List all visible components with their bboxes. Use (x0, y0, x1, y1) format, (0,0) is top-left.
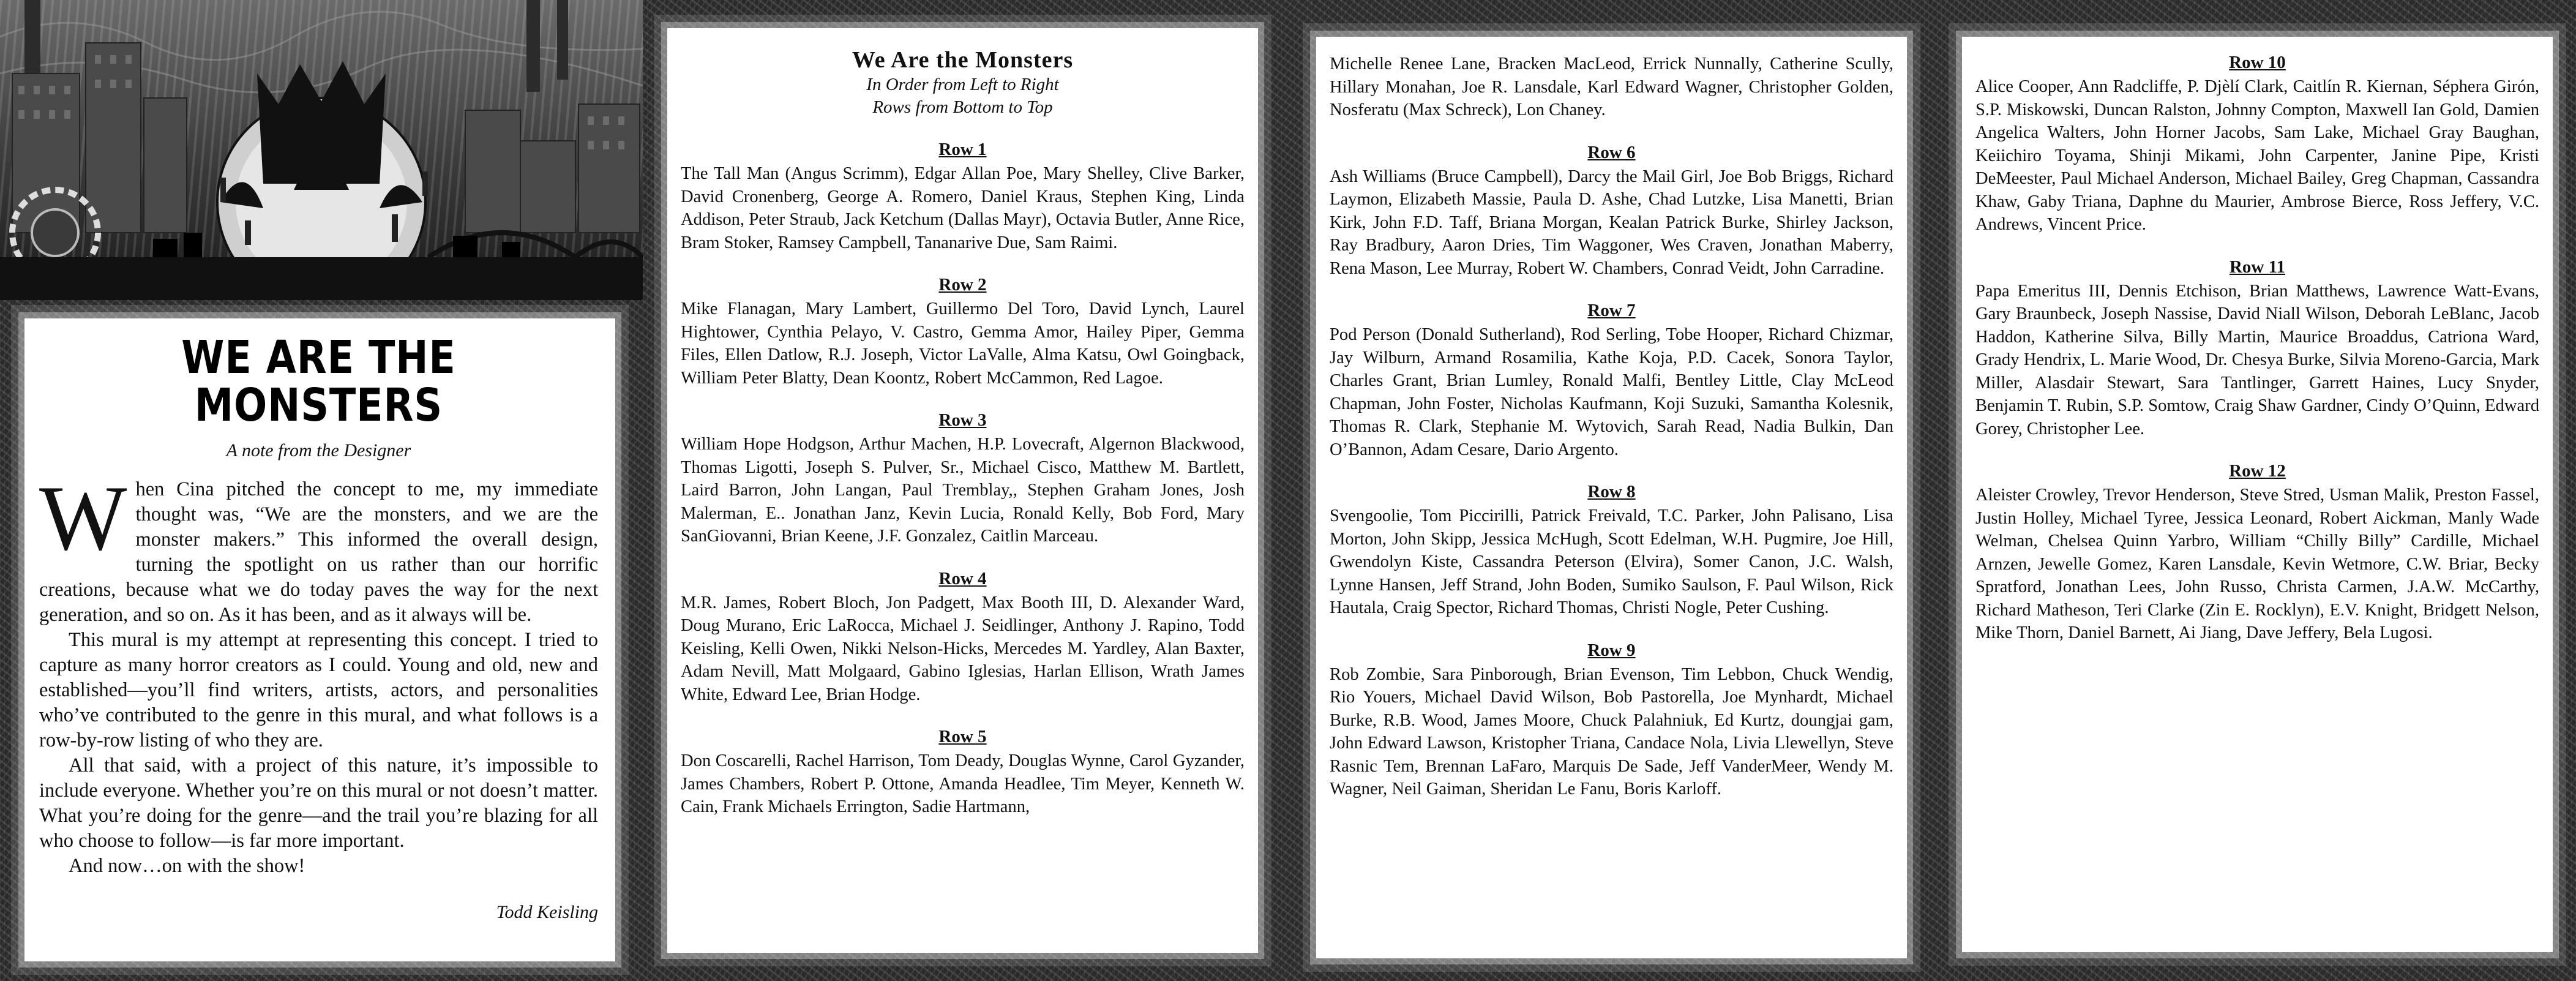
row-heading: Row 3 (938, 410, 987, 430)
row-names: Ash Williams (Bruce Campbell), Darcy the Mail Girl, Joe Bob Briggs, Richard Laymon, Elizabeth Massie, Paula D. Ashe, Chad Lutzke, Lisa Manetti, Brian Kirk, John F.D. Taff, Briana Morgan, Kealan Patrick Burke, Shirley Jackson, Ray Bradbury, Aaron Dries, Tim Waggoner, Wes Craven, Jonathan Maberry, Rena Mason, Lee Murray, Robert W. Chambers, Conrad Veidt, John Carradine. (1330, 167, 1893, 278)
row-section (1330, 143, 1893, 280)
roster-column-1 (667, 28, 1258, 953)
designer-note-panel (24, 318, 615, 961)
note-subtitle: A note from the Designer (226, 440, 411, 461)
note-title: WE ARE THE MONSTERS (181, 331, 456, 432)
row-names: Alice Cooper, Ann Radcliffe, P. Djèlí Clark, Caitlín R. Kiernan, Séphera Girón, S.P. Miskowski, Duncan Ralston, Johnny Compton, Maxwell Ian Gold, Damien Angelica Walters, John Horner Jacobs, Sam Lake, Michael Gray Baughan, Keiichiro Toyama, Shinji Mikami, John Carpenter, Janine Pipe, Kristi DeMeester, Paul Michael Anderson, Michael Bailey, Greg Chapman, Cassandra Khaw, Gaby Triana, Daphne du Maurier, Ambrose Bierce, Ross Jeffery, V.C. Andrews, Vincent Price. (1975, 77, 2539, 234)
note-paragraph-1 (39, 467, 598, 628)
note-paragraph-2: This mural is my attempt at representing this concept. I tried to capture as many horror creators as I could. Young and old, new and established—you’ll find writers, artists, actors, and personalities who’ve contributed to the genre in this mural, and what follows is a row-by-row listing of who they are. (39, 629, 598, 752)
row-section (1975, 257, 2539, 441)
row-names: M.R. James, Robert Bloch, Jon Padgett, Max Booth III, D. Alexander Ward, Doug Murano, Eric LaRocca, Michael J. Seidlinger, Anthony J. Rapino, Todd Keisling, Kelli Owen, Nikki Nelson-Hicks, Mercedes M. Yardley, Alan Baxter, Adam Nevill, Matt Molgaard, Gabino Iglesias, Harlan Ellison, Wrath James White, Edward Lee, Brian Hodge. (681, 593, 1245, 704)
row-section (1330, 482, 1893, 620)
row-names: William Hope Hodgson, Arthur Machen, H.P. Lovecraft, Algernon Blackwood, Thomas Ligotti, Joseph S. Pulver, Sr., Michael Cisco, Matthew M. Bartlett, Laird Barron, John Langan, Paul Tremblay,, Stephen Graham Jones, Josh Malerman, E.. Jonathan Janz, Kevin Lucia, Ronald Kelly, Bob Ford, Mary SanGiovanni, Brian Keene, J.F. Gonzalez, Caitlin Marceau. (681, 435, 1245, 546)
row-section (1330, 301, 1893, 461)
row-names: Aleister Crowley, Trevor Henderson, Steve Stred, Usman Malik, Preston Fassel, Justin Holley, Michael Tyree, Jessica Leonard, Robert Aickman, Manly Wade Welman, Chelsea Quinn Yarbro, William “Chilly Billy” Cardille, Michael Arnzen, Jewelle Gomez, Karen Lansdale, Kevin Wetmore, C.W. Briar, Becky Spratford, Jonathan Lees, John Russo, Christa Carmen, J.A.W. McCarthy, Richard Matheson, Teri Clarke (Zin E. Rocklyn), E.V. Knight, Bridgett Nelson, Mike Thorn, Daniel Barnett, Ai Jiang, Dave Jeffery, Bela Lugosi. (1975, 486, 2539, 642)
row-names: Pod Person (Donald Sutherland), Rod Serling, Tobe Hooper, Richard Chizmar, Jay Wilburn, Armand Rosamilia, Kathe Koja, P.D. Cacek, Sonora Taylor, Charles Grant, Brian Lumley, Ronald Malfi, Bentley Little, Clay McLeod Chapman, John Foster, Nicholas Kaufmann, Koji Suzuki, Samantha Kolesnik, Thomas R. Clark, Stephanie M. Wytovich, Sarah Read, Nadia Bulkin, Dan O’Bannon, Adam Cesare, Dario Argento. (1330, 325, 1893, 459)
city-skyline-illustration (0, 0, 643, 300)
row-heading: Row 6 (1587, 142, 1636, 162)
row-heading: Row 7 (1587, 301, 1636, 320)
row-names: Papa Emeritus III, Dennis Etchison, Brian Matthews, Lawrence Watt-Evans, Gary Braunbeck, Joseph Nassise, David Niall Wilson, Deborah LeBlanc, Jacob Haddon, Katherine Silva, Billy Martin, Maurice Broaddus, Catriona Ward, Grady Hendrix, L. Marie Wood, Dr. Chesya Burke, Silvia Moreno-Garcia, Mark Miller, Alasdair Stewart, Sara Tantlinger, Garrett Haines, Lucy Snyder, Benjamin T. Rubin, S.P. Somtow, Craig Shaw Gardner, Cindy O’Quinn, Edward Gorey, Christopher Lee. (1975, 281, 2539, 438)
row-names: Mike Flanagan, Mary Lambert, Guillermo Del Toro, David Lynch, Laurel Hightower, Cynthia Pelayo, V. Castro, Gemma Amor, Hailey Piper, Gemma Files, Ellen Datlow, R.J. Joseph, Victor LaValle, Alma Katsu, Owl Goingback, William Peter Blatty, Dean Koontz, Robert McCammon, Red Lagoe. (681, 299, 1245, 388)
row-heading: Row 4 (938, 568, 987, 588)
row-names: Svengoolie, Tom Piccirilli, Patrick Freivald, T.C. Parker, John Palisano, Lisa Morton, John Skipp, Jessica McHugh, Scott Edelman, W.H. Pugmire, Joe Hill, Gwendolyn Kiste, Cassandra Peterson (Elvira), Somer Canon, J.C. Walsh, Lynne Hansen, Jeff Strand, John Boden, Sumiko Saulson, F. Paul Wilson, Rick Hautala, Craig Spector, Richard Thomas, Christi Nogle, Peter Cushing. (1330, 506, 1893, 617)
roster-subtitle-rows: Rows from Bottom to Top (872, 97, 1053, 117)
row-names-continued: Michelle Renee Lane, Bracken MacLeod, Errick Nunnally, Catherine Scully, Hillary Monahan, Joe R. Lansdale, Karl Edward Wagner, Christopher Golden, Nosferatu (Max Schreck), Lon Chaney. (1330, 55, 1893, 119)
row-names: The Tall Man (Angus Scrimm), Edgar Allan Poe, Mary Shelley, Clive Barker, David Cronenberg, George A. Romero, Daniel Kraus, Stephen King, Linda Addison, Peter Straub, Jack Ketchum (Dallas Mayr), Octavia Butler, Anne Rice, Bram Stoker, Ramsey Campbell, Tananarive Due, Sam Raimi. (681, 164, 1245, 252)
note-paragraph-1-text: hen Cina pitched the concept to me, my immediate thought was, “We are the monsters, and we are the monster makers.” This informed the overall design, turning the spotlight on us rather than our horrific creations, because what we do today paves the way for the next generation, and so on. As it has been, and as it always will be. (39, 478, 598, 626)
roster-column-3 (1962, 37, 2553, 952)
row-section (681, 275, 1245, 389)
row-names: Rob Zombie, Sara Pinborough, Brian Evenson, Tim Lebbon, Chuck Wendig, Rio Youers, Michael David Wilson, Bob Pastorella, Joe Mynhardt, Michael Burke, R.B. Wood, James Moore, Chuck Palahniuk, Ed Kurtz, doungjai gam, John Edward Lawson, Kristopher Triana, Candace Nola, Livia Llewellyn, Steve Rasnic Tem, Brennan LaFaro, Marquis De Sade, Jeff VanderMeer, Wendy M. Wagner, Neil Gaiman, Sheridan Le Fanu, Boris Karloff. (1330, 664, 1893, 799)
drop-cap: W (39, 467, 127, 570)
note-paragraph-4: And now…on with the show! (69, 855, 305, 878)
row-heading: Row 9 (1587, 640, 1636, 660)
row-heading: Row 1 (938, 140, 987, 159)
row-heading: Row 12 (2229, 461, 2286, 481)
roster-title: We Are the Monsters (852, 47, 1074, 73)
row-section (1975, 461, 2539, 645)
row-heading: Row 2 (938, 275, 987, 295)
row-heading: Row 10 (2229, 53, 2286, 72)
row-section (681, 410, 1245, 548)
row-heading: Row 5 (938, 727, 987, 746)
row-heading: Row 8 (1587, 482, 1636, 502)
row-section (681, 727, 1245, 819)
row-section (1330, 641, 1893, 801)
row-section (681, 569, 1245, 707)
roster-subtitle-order: In Order from Left to Right (866, 75, 1059, 94)
roster-column-2 (1316, 37, 1907, 958)
row-names: Don Coscarelli, Rachel Harrison, Tom Deady, Douglas Wynne, Carol Gyzander, James Chambers, Robert P. Ottone, Amanda Headlee, Tim Meyer, Kenneth W. Cain, Frank Michaels Errington, Sadie Hartmann, (681, 751, 1245, 816)
row-heading: Row 11 (2229, 257, 2286, 277)
row-section (681, 140, 1245, 254)
signature: Todd Keisling (496, 902, 598, 923)
note-paragraph-3: All that said, with a project of this nature, it’s impossible to include everyone. Whether you’re on this mural or not doesn’t matter. What you’re doing for the genre—and the trail you’re blazing for all who choose to follow—is far more important. (39, 754, 598, 852)
mural-illustration (0, 0, 643, 300)
row-section (1975, 53, 2539, 236)
